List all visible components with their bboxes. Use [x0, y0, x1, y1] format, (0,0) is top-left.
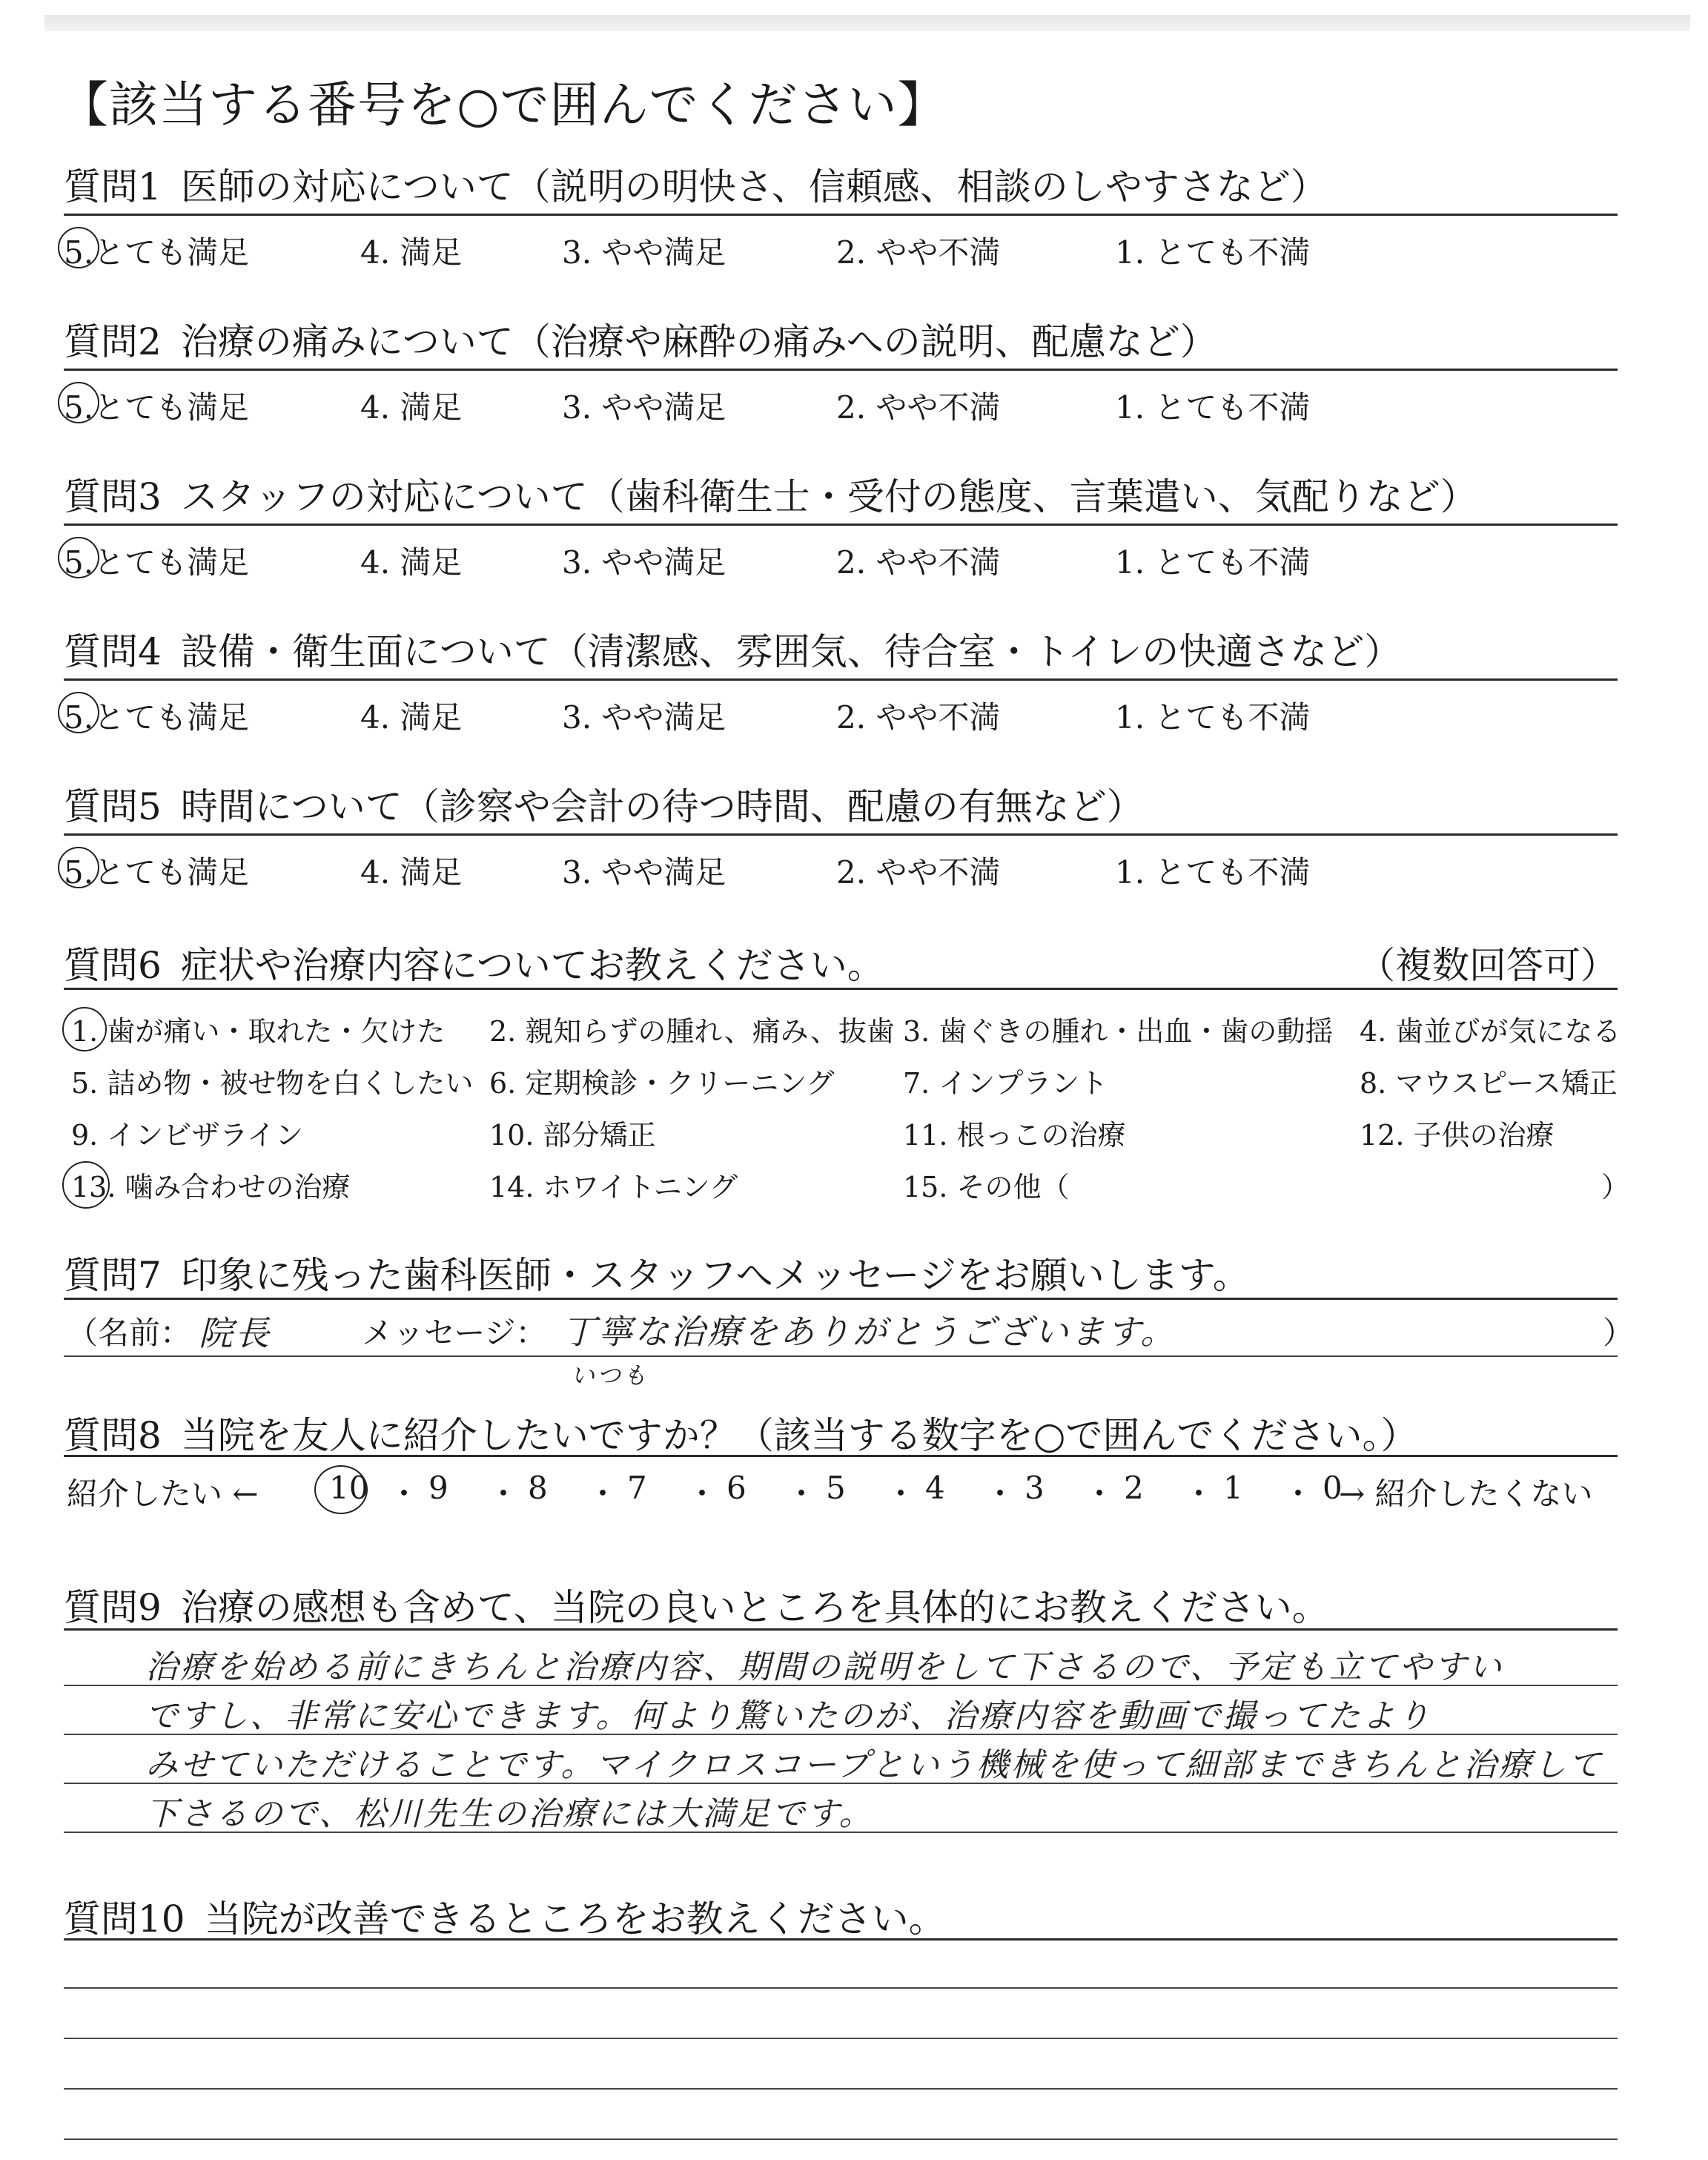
q8-scale-dot: ・ — [1084, 1476, 1116, 1512]
q2-heading — [64, 312, 1621, 366]
q2-text: 治療の痛みについて（治療や麻酔の痛みへの説明、配慮など） — [180, 320, 1217, 363]
q8-scale-value[interactable]: 6 — [726, 1470, 747, 1506]
q5-number: 質問5 — [64, 785, 162, 828]
q9-number: 質問9 — [64, 1586, 162, 1629]
q8-scale-dot: ・ — [686, 1476, 718, 1512]
q10-blank-line — [64, 2088, 1618, 2090]
q8-scale-value[interactable]: 10 — [329, 1470, 369, 1506]
q8-rule — [64, 1455, 1618, 1457]
q8-scale-dot: ・ — [488, 1476, 520, 1512]
q9-line-rule — [64, 1734, 1618, 1735]
q4-text: 設備・衛生面について（清潔感、雰囲気、待合室・トイレの快適さなど） — [180, 630, 1402, 673]
answer-circle — [58, 227, 99, 268]
q8-scale-dot: ・ — [388, 1476, 420, 1512]
rating-option[interactable]: 1. とても不満 — [1115, 544, 1311, 581]
q9-answer-line: 下さるので、松川先生の治療には大満足です。 — [145, 1795, 874, 1833]
q4-number: 質問4 — [64, 630, 162, 673]
answer-circle — [58, 382, 99, 423]
q8-scale-dot: ・ — [786, 1476, 818, 1512]
answer-circle — [62, 1007, 107, 1051]
q10-text: 当院が改善できるところをお教えください。 — [204, 1898, 946, 1941]
q9-line-rule — [64, 1685, 1618, 1686]
rating-option[interactable]: 4. 満足 — [360, 389, 463, 426]
q7-underline — [64, 1355, 1618, 1357]
q7-name-label: （名前： — [67, 1315, 192, 1351]
q6-option[interactable]: 13. 噛み合わせの治療 — [71, 1171, 351, 1203]
scan-edge — [44, 15, 1690, 31]
q8-scale-value[interactable]: 5 — [826, 1470, 846, 1506]
q7-text: 印象に残った歯科医師・スタッフへメッセージをお願いします。 — [180, 1254, 1250, 1297]
rating-option[interactable]: 1. とても不満 — [1115, 699, 1311, 736]
q7-name-value: 院長 — [199, 1313, 271, 1353]
q3-number: 質問3 — [64, 475, 162, 518]
rating-option[interactable]: 3. やや満足 — [562, 234, 726, 271]
rating-option[interactable]: 2. やや不満 — [836, 544, 1001, 581]
q6-option[interactable]: 12. 子供の治療 — [1360, 1119, 1555, 1152]
q9-line-rule — [64, 1832, 1618, 1833]
q9-answer-line: 治療を始める前にきちんと治療内容、期間の説明をして下さるので、予定も立てやすい — [145, 1648, 1504, 1686]
q1-rule — [64, 214, 1618, 216]
q3-text: スタッフの対応について（歯科衛生士・受付の態度、言葉遣い、気配りなど） — [180, 475, 1477, 518]
rating-option[interactable]: 5.とても満足 — [64, 854, 250, 891]
q8-scale-dot: ・ — [587, 1476, 619, 1512]
q6-note: （複数回答可） — [1358, 944, 1618, 987]
q5-text: 時間について（診察や会計の待つ時間、配慮の有無など） — [180, 785, 1144, 828]
q6-option[interactable]: 9. インビザライン — [71, 1119, 304, 1152]
answer-circle — [58, 847, 99, 888]
rating-option[interactable]: 5.とても満足 — [64, 234, 250, 271]
q8-scale-value[interactable]: 0 — [1323, 1470, 1343, 1506]
q6-option[interactable]: 14. ホワイトニング — [489, 1171, 738, 1203]
rating-option[interactable]: 4. 満足 — [360, 544, 463, 581]
q6-option[interactable]: 2. 親知らずの腫れ、痛み、抜歯 — [489, 1015, 895, 1048]
q8-right-label: → 紹介したくない — [1339, 1476, 1593, 1512]
q1-number: 質問1 — [64, 165, 162, 208]
page-title: 【該当する番号を○で囲んでください】 — [59, 76, 947, 133]
q8-scale-value[interactable]: 2 — [1124, 1470, 1144, 1506]
q5-heading — [64, 777, 1621, 830]
q9-answer-line: みせていただけることです。マイクロスコープという機械を使って細部まできちんと治療して — [145, 1746, 1603, 1784]
q3-rule — [64, 524, 1618, 526]
q4-rule — [64, 678, 1618, 681]
q8-scale-value[interactable]: 4 — [925, 1470, 945, 1506]
q7-number: 質問7 — [64, 1254, 162, 1297]
q6-option[interactable]: 8. マウスピース矯正 — [1360, 1067, 1618, 1100]
q6-option[interactable]: 3. 歯ぐきの腫れ・出血・歯の動揺 — [903, 1015, 1334, 1048]
q9-heading — [64, 1578, 1621, 1631]
q8-number: 質問8 — [64, 1414, 162, 1457]
q7-message-label: メッセージ： — [362, 1315, 547, 1351]
rating-option[interactable]: 5.とても満足 — [64, 389, 250, 426]
answer-circle — [62, 1161, 110, 1209]
q9-answer-line: ですし、非常に安心できます。何より驚いたのが、治療内容を動画で撮ってたより — [145, 1697, 1432, 1735]
q7-heading — [64, 1246, 1621, 1299]
answer-circle — [314, 1465, 368, 1514]
q8-heading — [64, 1406, 1621, 1459]
q7-message-insert: いつも — [571, 1361, 649, 1390]
q8-scale-dot: ・ — [1183, 1476, 1215, 1512]
rating-option[interactable]: 5.とても満足 — [64, 544, 250, 581]
answer-circle — [58, 537, 99, 578]
rating-option[interactable]: 3. やや満足 — [562, 544, 726, 581]
rating-option[interactable]: 2. やや不満 — [836, 389, 1001, 426]
q1-heading — [64, 157, 1621, 211]
q6-option[interactable]: 11. 根っこの治療 — [903, 1119, 1126, 1152]
q8-scale-value[interactable]: 1 — [1223, 1470, 1243, 1506]
q10-blank-line — [64, 1987, 1618, 1989]
rating-option[interactable]: 4. 満足 — [360, 234, 463, 271]
rating-option[interactable]: 4. 満足 — [360, 699, 463, 736]
q2-number: 質問2 — [64, 320, 162, 363]
q10-number: 質問10 — [64, 1898, 185, 1941]
q9-rule — [64, 1628, 1618, 1631]
q6-option[interactable]: 7. インプラント — [903, 1067, 1108, 1100]
q7-rule — [64, 1298, 1618, 1300]
q4-heading — [64, 622, 1621, 676]
q6-option[interactable]: 10. 部分矯正 — [489, 1119, 656, 1152]
q9-text: 治療の感想も含めて、当院の良いところを具体的にお教えください。 — [180, 1586, 1329, 1629]
q2-rule — [64, 369, 1618, 371]
q8-scale-value[interactable]: 7 — [627, 1470, 647, 1506]
rating-option[interactable]: 5.とても満足 — [64, 699, 250, 736]
q6-option[interactable]: 1. 歯が痛い・取れた・欠けた — [71, 1015, 446, 1048]
rating-option[interactable]: 3. やや満足 — [562, 699, 726, 736]
rating-option[interactable]: 3. やや満足 — [562, 854, 726, 891]
q8-scale-dot: ・ — [1282, 1476, 1314, 1512]
q6-rule — [64, 988, 1618, 990]
q5-rule — [64, 833, 1618, 836]
q6-option[interactable]: 6. 定期検診・クリーニング — [489, 1067, 835, 1100]
q8-text: 当院を友人に紹介したいですか？（該当する数字を○で囲んでください。） — [180, 1414, 1418, 1457]
rating-option[interactable]: 1. とても不満 — [1115, 234, 1311, 271]
q7-message-value: 丁寧な治療をありがとうございます。 — [562, 1312, 1177, 1352]
answer-circle — [58, 692, 99, 733]
rating-option[interactable]: 1. とても不満 — [1115, 389, 1311, 426]
q8-scale-dot: ・ — [885, 1476, 917, 1512]
q8-scale-dot: ・ — [984, 1476, 1016, 1512]
q8-scale-value[interactable]: 3 — [1025, 1470, 1045, 1506]
q7-close: ） — [1603, 1315, 1635, 1351]
q6-option: ） — [1601, 1171, 1630, 1203]
rating-option[interactable]: 4. 満足 — [360, 854, 463, 891]
q10-blank-line — [64, 2038, 1618, 2039]
q10-heading — [64, 1889, 1621, 1943]
rating-option[interactable]: 2. やや不満 — [836, 854, 1001, 891]
q6-option[interactable]: 5. 詰め物・被せ物を白くしたい — [71, 1067, 474, 1100]
q6-option[interactable]: 4. 歯並びが気になる — [1360, 1015, 1621, 1048]
q8-scale-value[interactable]: 8 — [528, 1470, 548, 1506]
q3-heading — [64, 467, 1621, 521]
q1-text: 医師の対応について（説明の明快さ、信頼感、相談のしやすさなど） — [180, 165, 1328, 208]
q6-text: 症状や治療内容についてお教えください。 — [180, 944, 884, 987]
rating-option[interactable]: 1. とても不満 — [1115, 854, 1311, 891]
rating-option[interactable]: 2. やや不満 — [836, 699, 1001, 736]
q6-option[interactable]: 15. その他（ — [903, 1171, 1070, 1203]
q6-number: 質問6 — [64, 944, 162, 987]
q8-left-label: 紹介したい ← — [67, 1476, 259, 1512]
q10-rule — [64, 1938, 1618, 1941]
q10-blank-line — [64, 2138, 1618, 2140]
q9-line-rule — [64, 1783, 1618, 1784]
q8-scale-value[interactable]: 9 — [428, 1470, 448, 1506]
rating-option[interactable]: 3. やや満足 — [562, 389, 726, 426]
rating-option[interactable]: 2. やや不満 — [836, 234, 1001, 271]
